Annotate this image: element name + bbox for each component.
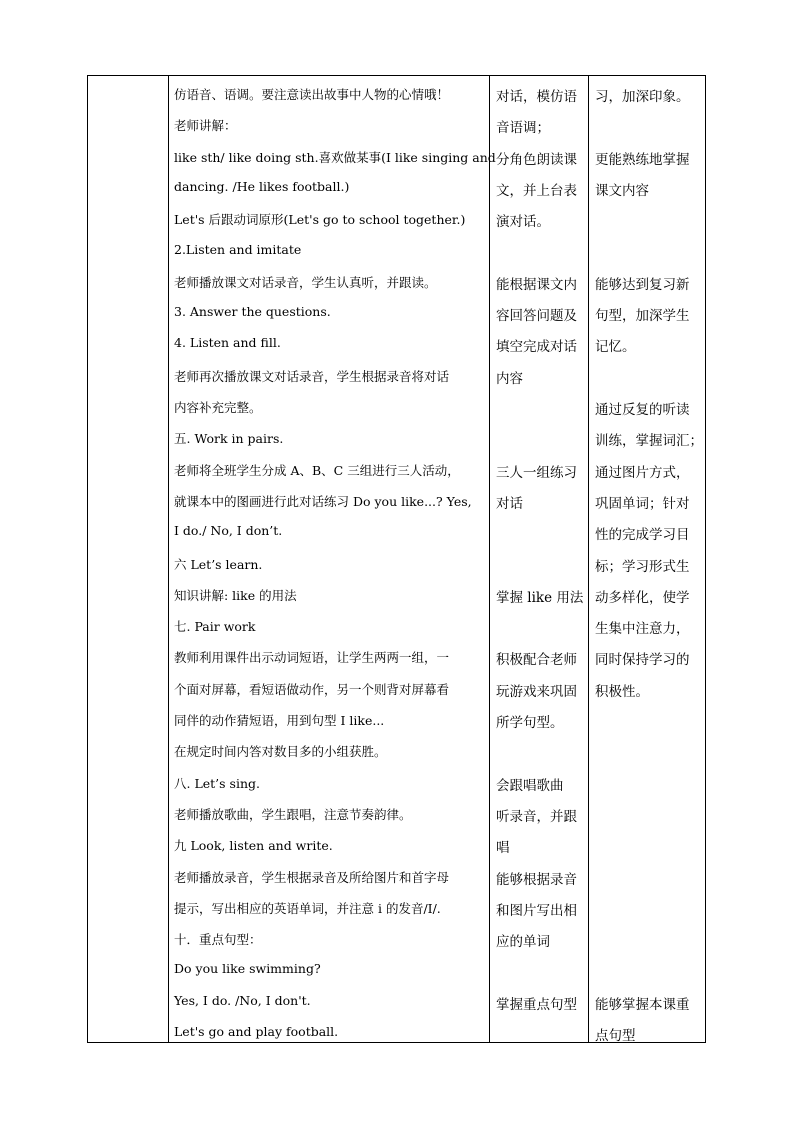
intent-line: 积极性。 [595,683,649,700]
process-line: 仿语音、语调。要注意读出故事中人物的心情哦！ [174,87,450,102]
process-line: 教师利用课件出示动词短语，让学生两两一组，一 [174,650,450,666]
activity-line: 音语调； [496,120,550,137]
process-line: 就课本中的图画进行此对话练习 Do you like...? Yes, [174,493,472,509]
process-line: 3. Answer the questions. [174,304,331,320]
column-divider [489,76,490,1042]
activity-line: 应的单词 [496,934,550,951]
intent-line: 通过反复的听读 [595,402,690,418]
process-line: 同伴的动作猜短语，用到句型 I like... [174,713,385,728]
activity-line: 听录音，并跟 [496,808,577,825]
intent-line: 巩固单词；针对 [595,495,690,512]
process-line: 老师播放歌曲，学生跟唱，注意节奏韵律。 [174,806,412,822]
activity-line: 会跟唱歌曲 [496,777,564,794]
activity-line: 积极配合老师 [496,652,577,669]
lesson-plan-table [87,75,706,1043]
process-line: 内容补充完整。 [174,400,262,415]
activity-line: 演对话。 [496,214,550,231]
activity-line: 填空完成对话 [496,339,577,356]
intent-line: 课文内容 [595,182,649,199]
process-line: 九 Look, listen and write. [174,838,333,854]
process-line: 2.Listen and imitate [174,241,302,257]
activity-line: 掌握重点句型 [496,996,577,1013]
activity-line: 内容 [496,370,523,387]
column-divider [588,76,589,1042]
column-divider [168,76,169,1042]
process-line: 老师再次播放课文对话录音，学生根据录音将对话 [174,368,450,384]
process-line: 提示，写出相应的英语单词，并注意 i 的发音/I/. [174,900,441,916]
process-line: 六 Let’s learn. [174,556,263,572]
process-line: 十．重点句型： [174,932,262,948]
process-line: 五. Work in pairs. [174,431,284,447]
activity-line: 对话，模仿语 [496,89,577,105]
process-line: 老师讲解： [174,118,237,134]
process-line: 知识讲解: like 的用法 [174,587,297,603]
intent-line: 记忆。 [595,339,636,356]
process-line: 老师播放录音，学生根据录音及所给图片和首字母 [174,869,450,885]
intent-line: 句型，加深学生 [595,308,690,325]
intent-line: 性的完成学习目 [595,527,690,544]
process-line: I do./ No, I don’t. [174,523,283,539]
intent-line: 能够掌握本课重 [595,996,690,1013]
process-line: 八. Let’s sing. [174,775,260,791]
process-line: 老师将全班学生分成 A、B、C 三组进行三人活动， [174,462,460,478]
intent-line: 训练，掌握词汇； [595,433,703,450]
process-line: Yes, I do. /No, I don't. [174,992,311,1008]
activity-line: 能够根据录音 [496,871,577,888]
activity-line: 掌握 like 用法 [496,589,584,606]
process-line: 老师播放课文对话录音，学生认真听，并跟读。 [174,274,437,290]
activity-line: 所学句型。 [496,715,564,731]
intent-line: 能够达到复习新 [595,276,690,293]
intent-line: 动多样化，使学 [595,589,690,606]
activity-line: 文，并上台表 [496,182,577,199]
process-line: 4. Listen and fill. [174,335,281,351]
intent-line: 点句型 [595,1028,636,1044]
activity-line: 和图片写出相 [496,902,577,919]
process-line: like sth/ like doing sth.喜欢做某事(I like singing and [174,149,496,165]
intent-line: 标；学习形式生 [595,558,690,575]
intent-line: 生集中注意力， [595,621,690,638]
activity-line: 对话 [496,495,523,512]
process-line: dancing. /He likes football.) [174,178,350,194]
process-line: Do you like swimming? [174,961,321,977]
activity-line: 分角色朗读课 [496,151,577,168]
process-line: Let's go and play football. [174,1024,339,1039]
process-line: 在规定时间内答对数目多的小组获胜。 [174,744,387,760]
activity-line: 玩游戏来巩固 [496,683,577,700]
activity-line: 能根据课文内 [496,276,577,293]
activity-line: 三人一组练习 [496,464,577,481]
process-line: 七. Pair work [174,619,256,635]
intent-line: 更能熟练地掌握 [595,151,690,168]
activity-line: 容回答问题及 [496,308,577,325]
intent-line: 同时保持学习的 [595,652,690,669]
intent-line: 通过图片方式， [595,464,690,481]
activity-line: 唱 [496,840,510,857]
process-line: 个面对屏幕，看短语做动作，另一个则背对屏幕看 [174,681,450,697]
process-line: Let's 后跟动词原形(Let's go to school together.) [174,212,466,228]
intent-line: 习，加深印象。 [595,89,690,105]
